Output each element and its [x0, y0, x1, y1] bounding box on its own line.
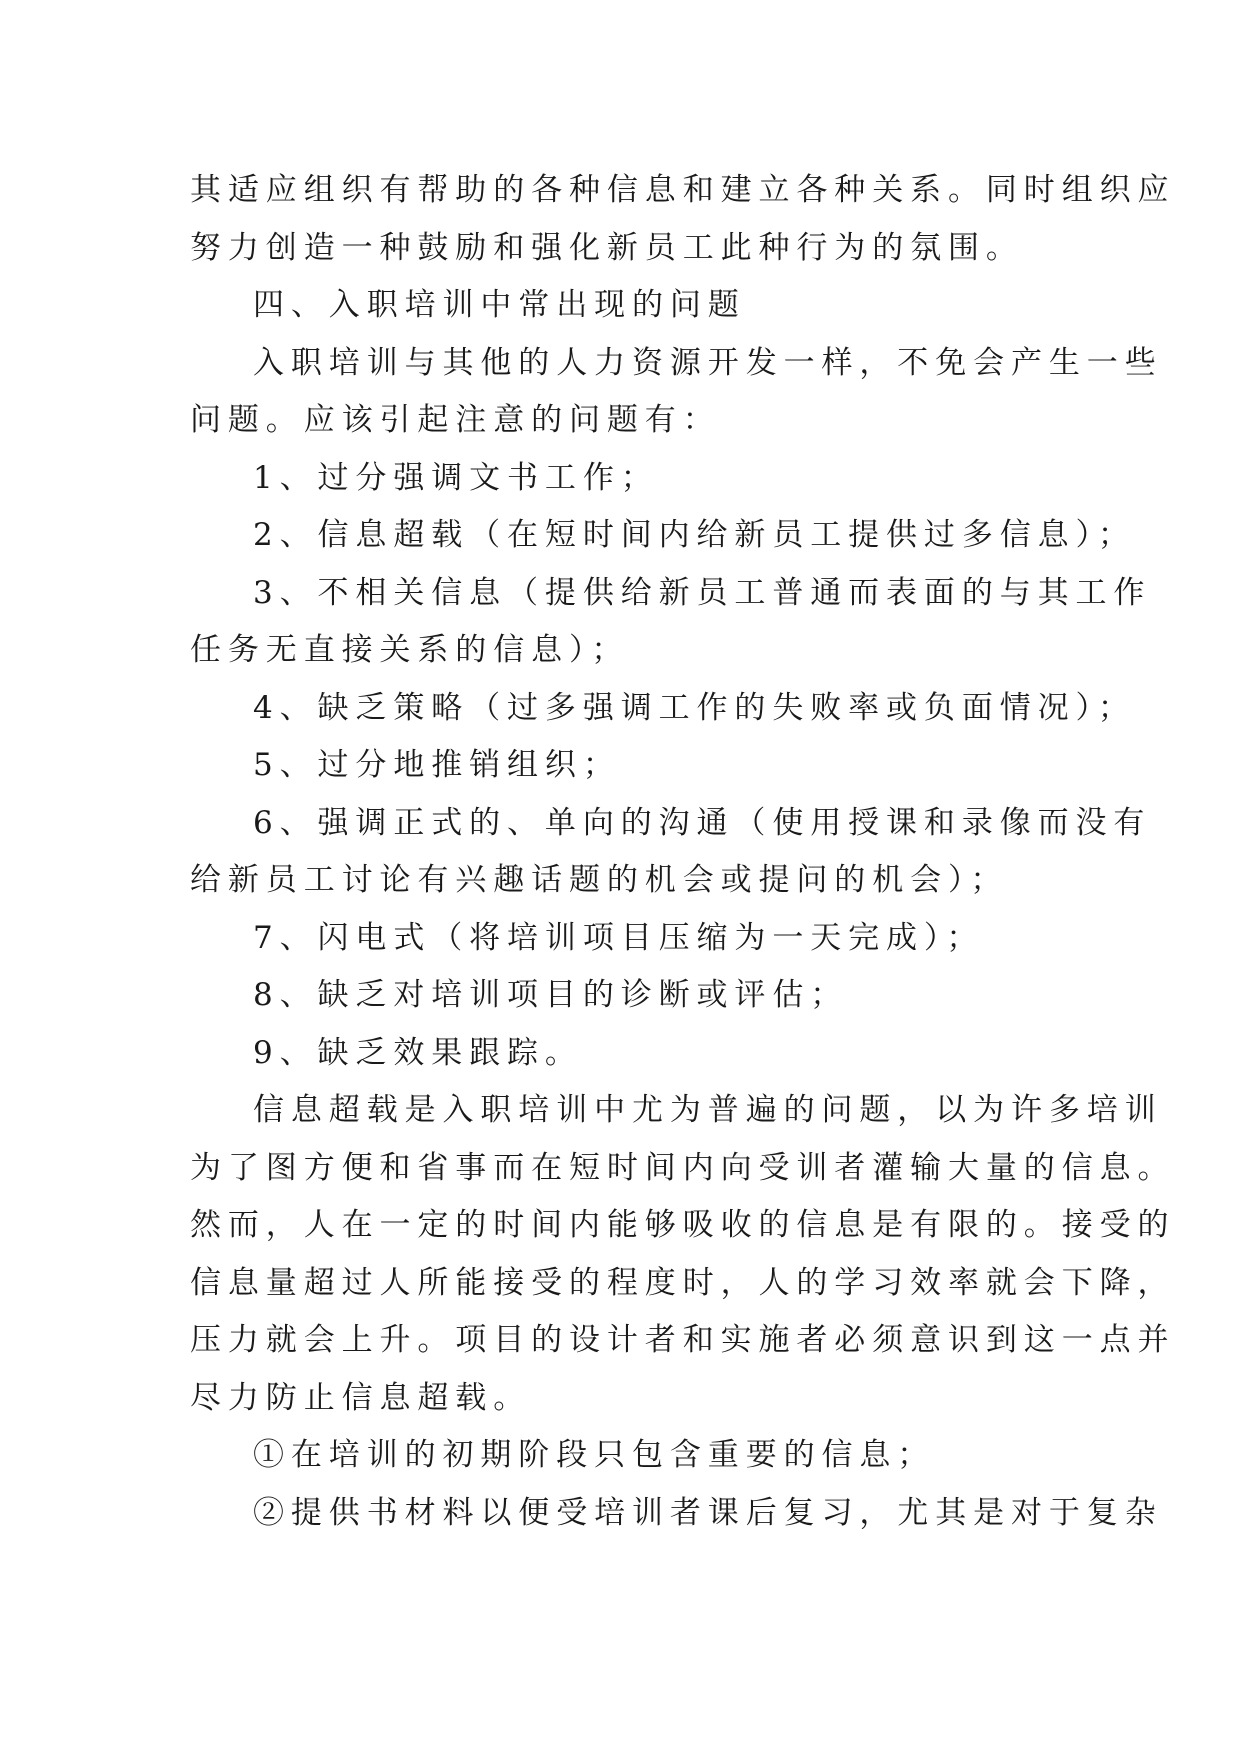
text-line: 入职培训与其他的人力资源开发一样，不免会产生一些: [253, 344, 1163, 381]
list-item: 6、强调正式的、单向的沟通（使用授课和录像而没有: [253, 804, 1152, 841]
list-item-continuation: 给新员工讨论有兴趣话题的机会或提问的机会）；: [190, 862, 1009, 898]
text-line: 然而，人在一定的时间内能够吸收的信息是有限的。接受的: [190, 1207, 1176, 1243]
list-item: 4、缺乏策略（过多强调工作的失败率或负面情况）；: [253, 689, 1136, 726]
section-heading: 四、入职培训中常出现的问题: [253, 287, 746, 323]
list-item: 8、缺乏对培训项目的诊断或评估；: [253, 977, 849, 1013]
text-line: 问题。应该引起注意的问题有：: [190, 402, 721, 438]
list-item: 1、过分强调文书工作；: [253, 459, 659, 496]
text-line: 信息超载是入职培训中尤为普遍的问题，以为许多培训: [253, 1092, 1163, 1128]
list-item: 3、不相关信息（提供给新员工普通而表面的与其工作: [253, 574, 1152, 611]
list-item-continuation: 任务无直接关系的信息）；: [190, 632, 630, 668]
list-item: 2、信息超载（在短时间内给新员工提供过多信息）；: [253, 517, 1136, 553]
text-line: 信息量超过人所能接受的程度时，人的学习效率就会下降，: [190, 1264, 1176, 1301]
text-line: 努力创造一种鼓励和强化新员工此种行为的氛围。: [190, 229, 1024, 266]
list-item: 5、过分地推销组织；: [253, 747, 621, 783]
text-line: 压力就会上升。项目的设计者和实施者必须意识到这一点并: [190, 1322, 1176, 1358]
list-item: ②提供书材料以便受培训者课后复习，尤其是对于复杂: [253, 1494, 1163, 1531]
list-item: ①在培训的初期阶段只包含重要的信息；: [253, 1437, 936, 1473]
list-item: 7、闪电式（将培训项目压缩为一天完成）；: [253, 919, 985, 956]
text-line: 其适应组织有帮助的各种信息和建立各种关系。同时组织应: [190, 172, 1176, 208]
text-line: 尽力防止信息超载。: [190, 1379, 532, 1416]
list-item: 9、缺乏效果跟踪。: [253, 1034, 583, 1071]
document-body: [190, 162, 1176, 1542]
text-line: 为了图方便和省事而在短时间内向受训者灌输大量的信息。: [190, 1149, 1176, 1186]
